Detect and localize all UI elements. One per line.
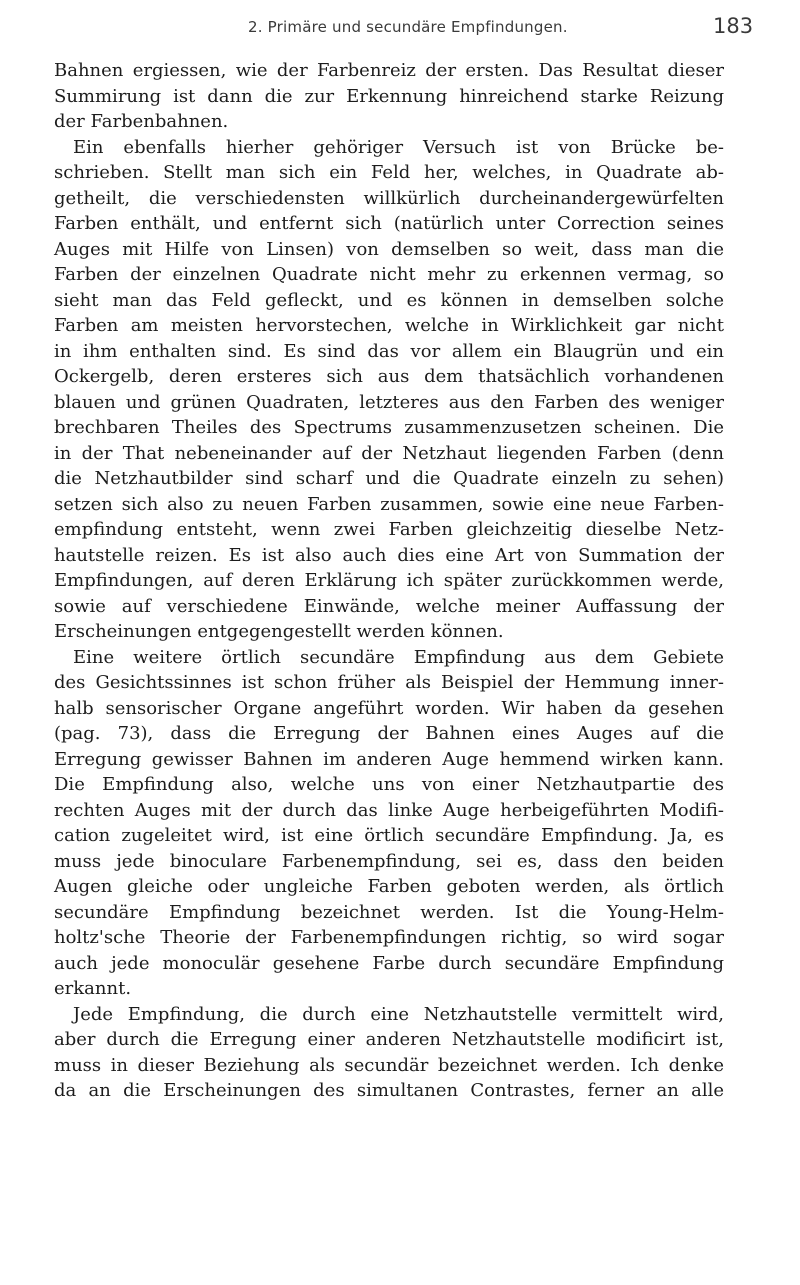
text-line: muss jede binoculare Farbenempfindung, sei es, dass den beiden	[54, 850, 724, 872]
text-line: Summirung ist dann die zur Erkennung hinreichend starke Reizung	[54, 85, 724, 107]
text-line: cation zugeleitet wird, ist eine örtlich secundäre Empfindung. Ja, es	[54, 825, 724, 846]
text-line: auch jede monoculär gesehene Farbe durch secundäre Empfindung	[54, 952, 724, 974]
text-line: Ein ebenfalls hierher gehöriger Versuch ist von Brücke be-	[73, 136, 724, 158]
paragraph	[54, 645, 724, 1002]
text-line: rechten Auges mit der durch das linke Auge herbeigeführten Modifi-	[54, 799, 724, 821]
text-line: Empfindungen, auf deren Erklärung ich später zurückkommen werde,	[54, 570, 724, 591]
text-line: Erregung gewisser Bahnen im anderen Auge hemmend wirken kann.	[54, 748, 724, 770]
running-title: 2. Primäre und secundäre Empfindungen.	[248, 18, 568, 36]
text-line: Auges mit Hilfe von Linsen) von demselben so weit, dass man die	[54, 238, 724, 260]
text-line: sowie auf verschiedene Einwände, welche meiner Auffassung der	[54, 595, 724, 617]
text-line: Farben der einzelnen Quadrate nicht mehr zu erkennen vermag, so	[54, 264, 724, 285]
text-line: in der That nebeneinander auf der Netzhaut liegenden Farben (denn	[54, 442, 724, 464]
paragraph	[54, 1002, 724, 1104]
text-line: halb sensorischer Organe angeführt worden. Wir haben da gesehen	[54, 697, 724, 719]
text-line: aber durch die Erregung einer anderen Netzhautstelle modificirt ist,	[54, 1029, 724, 1050]
text-line: Bahnen ergiessen, wie der Farbenreiz der ersten. Das Resultat dieser	[54, 60, 724, 81]
text-line: der Farbenbahnen.	[54, 111, 229, 132]
text-line: da an die Erscheinungen des simultanen Contrastes, ferner an alle	[54, 1080, 724, 1101]
text-line: hautstelle reizen. Es ist also auch dies eine Art von Summation der	[54, 544, 724, 566]
text-line: Eine weitere örtlich secundäre Empfindung aus dem Gebiete	[73, 646, 724, 668]
text-line: holtz'sche Theorie der Farbenempfindungen richtig, so wird sogar	[54, 927, 724, 948]
text-line: Augen gleiche oder ungleiche Farben geboten werden, als örtlich	[54, 876, 724, 897]
text-line: getheilt, die verschiedensten willkürlich durcheinandergewürfelten	[54, 187, 724, 209]
text-line: Jede Empfindung, die durch eine Netzhautstelle vermittelt wird,	[73, 1003, 724, 1025]
text-line: (pag. 73), dass die Erregung der Bahnen eines Auges auf die	[54, 723, 724, 744]
text-line: brechbaren Theiles des Spectrums zusammenzusetzen scheinen. Die	[54, 417, 724, 438]
text-line: die Netzhautbilder sind scharf und die Quadrate einzeln zu sehen)	[54, 468, 724, 489]
text-line: Ockergelb, deren ersteres sich aus dem thatsächlich vorhandenen	[54, 366, 724, 387]
text-line: schrieben. Stellt man sich ein Feld her, welches, in Quadrate ab-	[54, 162, 724, 183]
text-line: muss in dieser Beziehung als secundär bezeichnet werden. Ich denke	[54, 1054, 724, 1076]
text-line: Farben enthält, und entfernt sich (natürlich unter Correction seines	[54, 213, 724, 234]
text-line: secundäre Empfindung bezeichnet werden. Ist die Young-Helm-	[54, 901, 724, 923]
text-line: sieht man das Feld gefleckt, und es können in demselben solche	[54, 289, 724, 311]
body-text	[54, 58, 724, 1104]
text-line: in ihm enthalten sind. Es sind das vor allem ein Blaugrün und ein	[54, 340, 724, 362]
paragraph	[54, 135, 724, 645]
text-line: erkannt.	[54, 978, 132, 999]
text-line: empfindung entsteht, wenn zwei Farben gleichzeitig dieselbe Netz-	[54, 519, 724, 540]
text-line: setzen sich also zu neuen Farben zusammen, sowie eine neue Farben-	[54, 493, 724, 515]
paragraph	[54, 58, 724, 135]
text-line: Die Empfindung also, welche uns von einer Netzhautpartie des	[54, 774, 724, 795]
text-line: des Gesichtssinnes ist schon früher als Beispiel der Hemmung inner-	[54, 672, 724, 693]
text-line: Farben am meisten hervorstechen, welche in Wirklichkeit gar nicht	[54, 315, 724, 336]
text-line: blauen und grünen Quadraten, letzteres aus den Farben des weniger	[54, 391, 724, 413]
page-number: 183	[713, 14, 754, 38]
text-line: Erscheinungen entgegengestellt werden können.	[54, 621, 504, 642]
